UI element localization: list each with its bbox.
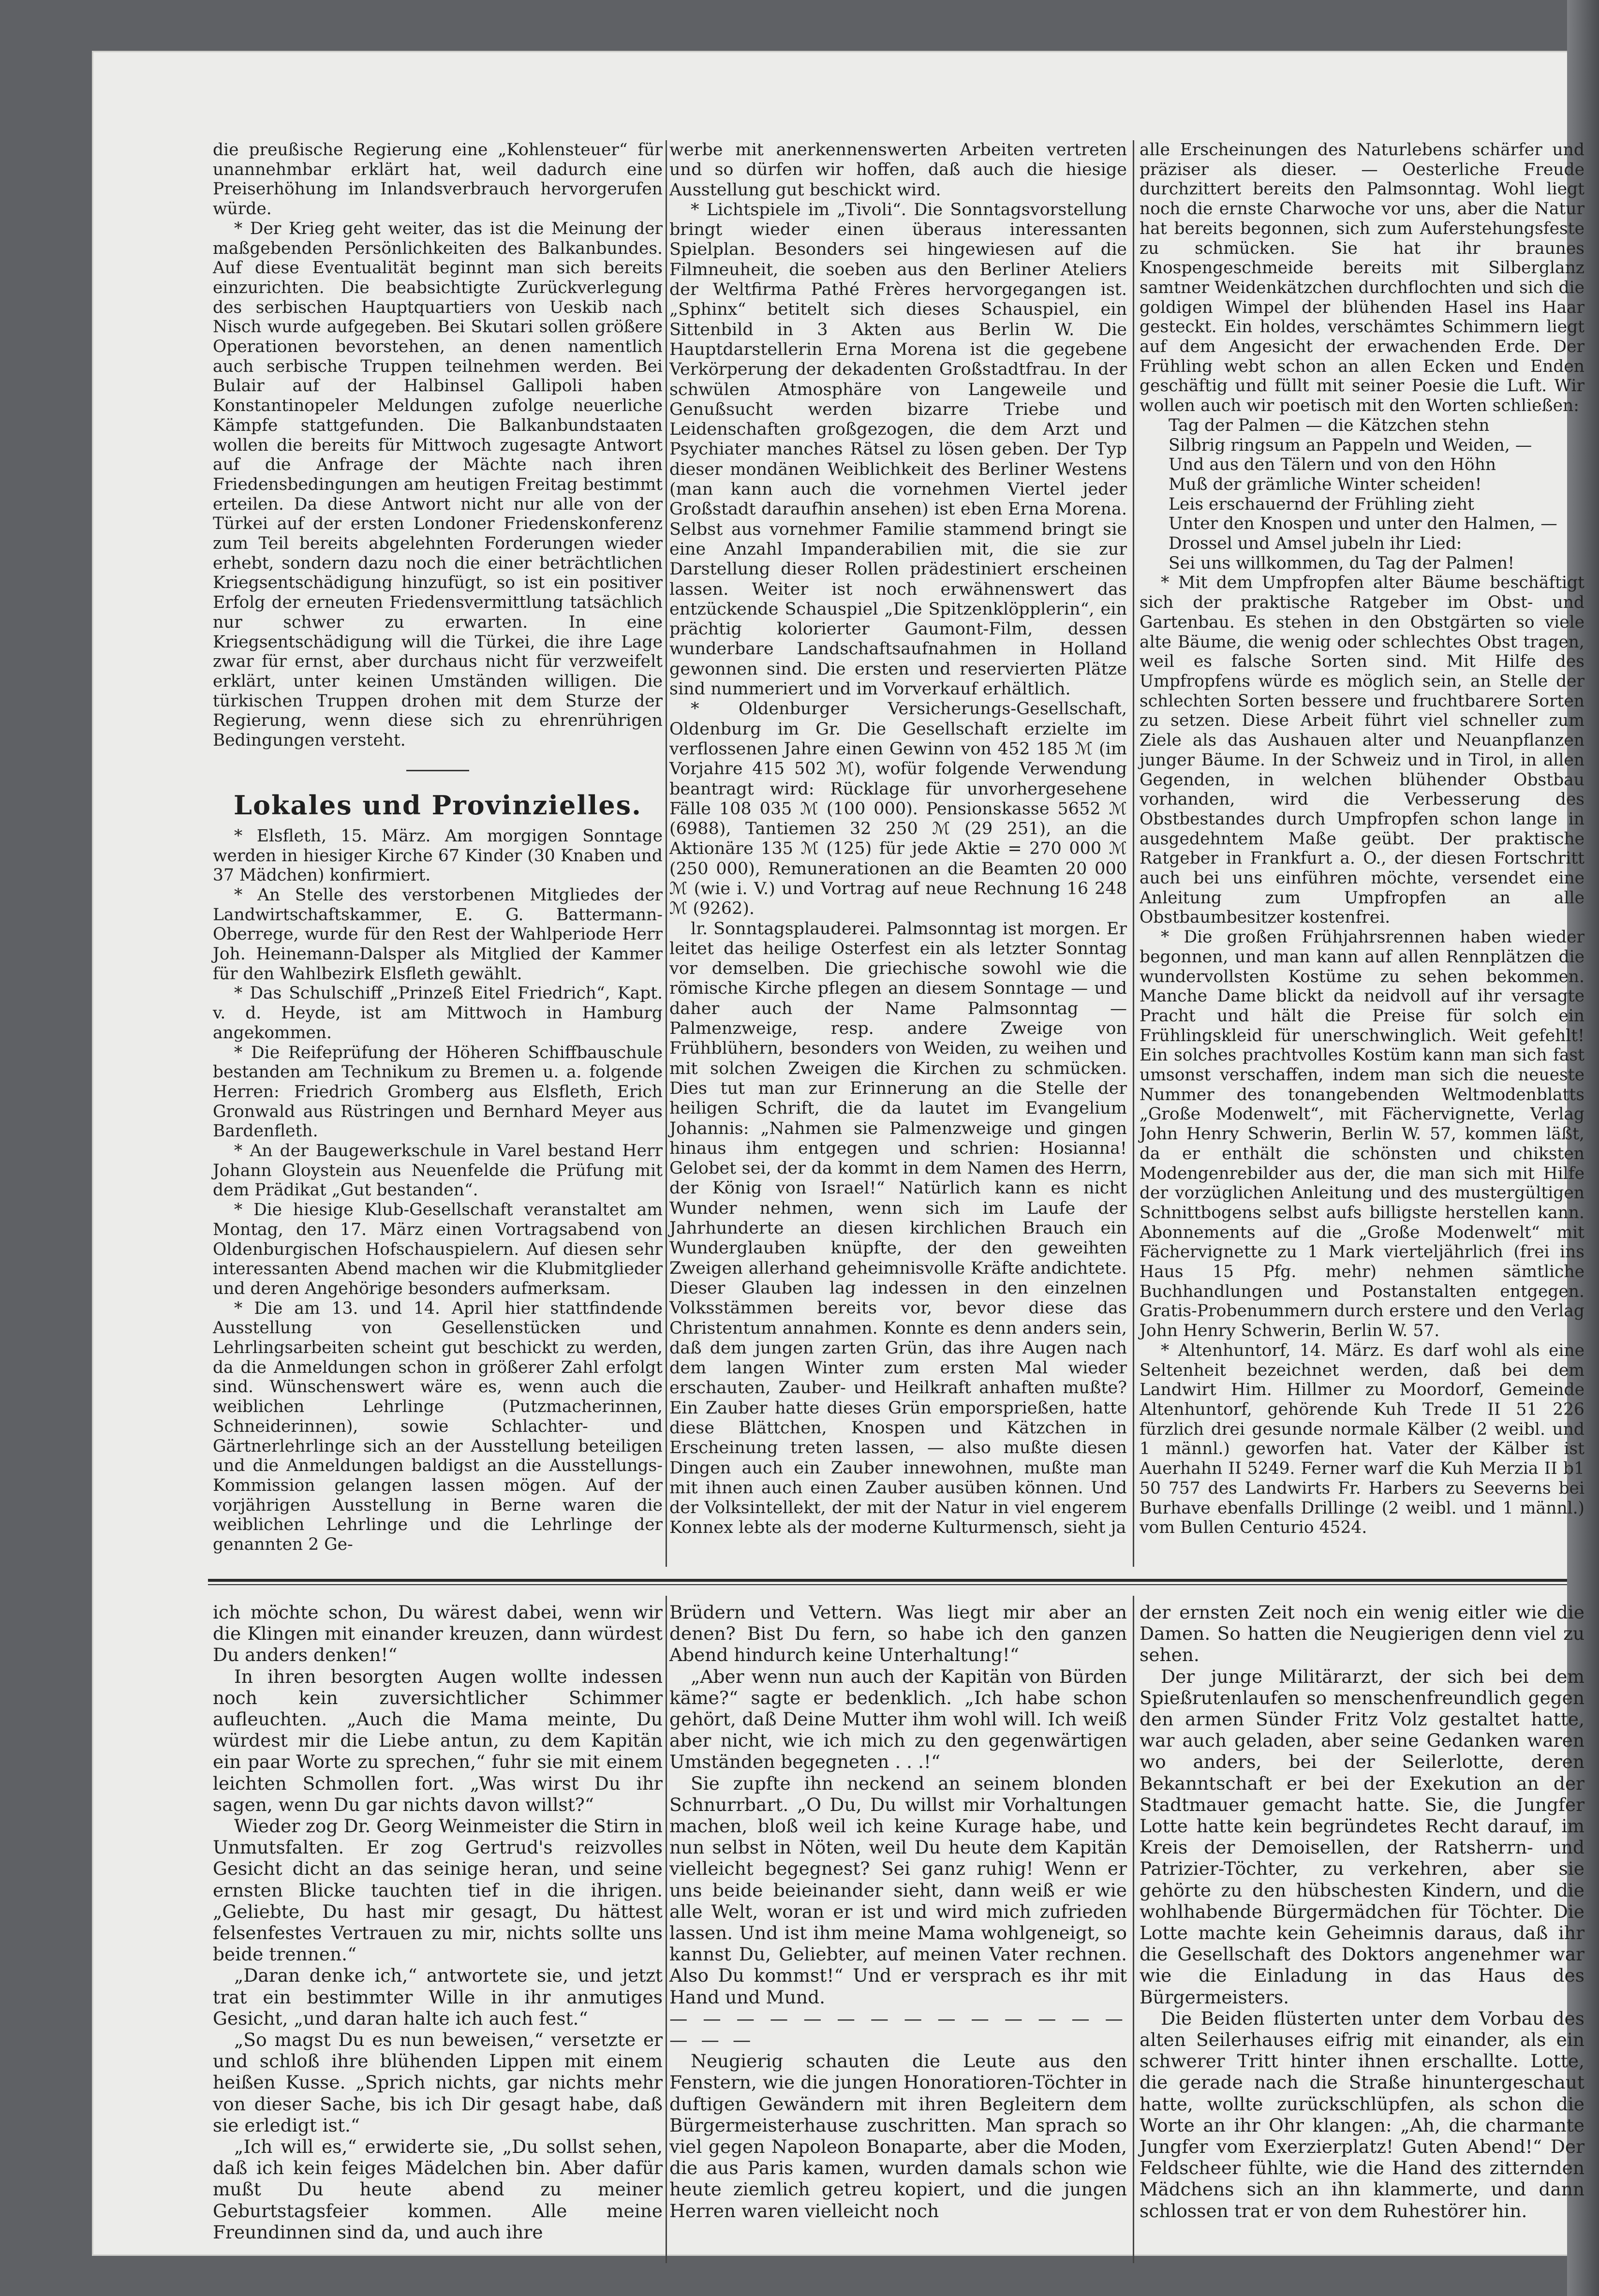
serial-column-2: [669, 1602, 1127, 2222]
column-rule: [1133, 140, 1134, 1567]
paragraph: * Mit dem Umpfropfen alter Bäume beschäftigt sich der praktische Ratgeber im Obst- und Gartenbau. Es stehen in den Obstgärten so viele alte Bäume, die wenig oder schlechtes Obst tragen, weil es falsche Sorten sind. Mit Hilfe des Umpfropfens würde es möglich sein, an Stelle der schlechten Sorten bessere und fruchtbarere Sorten zu setzen. Diese Arbeit führt viel schneller zum Ziele als das Aushauen alter und Neuanpflanzen junger Bäume. In der Schweiz und in Tirol, in allen Gegenden, in welchen blühender Obstbau vorhanden, wird die Verbesserung des Obstbestandes durch Umpfropfen schon lange in ausgedehntem Maße geübt. Der praktische Ratgeber in Frankfurt a. O., der diesen Fortschritt auch bei uns einführen möchte, versendet eine Anleitung zum Umpfropfen an alle Obstbaumbesitzer kostenfrei.: [1140, 573, 1584, 927]
paragraph: „So magst Du es nun beweisen,“ versetzte er und schloß ihre blühenden Lippen mit einem heißen Kusse. „Sprich nichts, gar nichts mehr von dieser Sache, bis ich Dir gesagt habe, daß sie erledigt ist.“: [213, 2029, 663, 2136]
paragraph: „Daran denke ich,“ antwortete sie, und jetzt trat ein bestimmter Wille in ihr anmutiges Gesicht, „und daran halte ich auch fest.“: [213, 1965, 663, 2029]
paragraph: * Die am 13. und 14. April hier stattfindende Ausstellung von Gesellenstücken und Lehrlingsarbeiten scheint gut beschickt zu werden, da die Anmeldungen schon in größerer Zahl erfolgt sind. Wünschenswert wäre es, wenn auch die weiblichen Lehrlinge (Putzmacherinnen, Schneiderinnen), sowie Schlachter- und Gärtnerlehrlinge sich an der Ausstellung beteiligen und die Anmeldungen baldigst an die Ausstellungs-Kommission gelangen lassen mögen. Auf der vorjährigen Ausstellung in Berne waren die weiblichen Lehrlinge und die Lehrlinge der genannten 2 Ge-: [213, 1298, 663, 1555]
paragraph: alle Erscheinungen des Naturlebens schärfer und präziser als dieser. — Oesterliche Freude durchzittert bereits den Palmsonntag. Wohl liegt noch die ernste Charwoche vor uns, aber die Natur hat bereits begonnen, sich zum Auferstehungsfeste zu schmücken. Sie hat ihr braunes Knospengeschmeide bereits mit Silberglanz samtner Weidenkätzchen durchflochten und sich die goldigen Wimpel der blühenden Hasel ins Haar gesteckt. Ein holdes, verschämtes Schimmern liegt auf dem Angesicht der erwachenden Erde. Der Frühling webt schon an allen Ecken und Enden geschäftig und füllt mit seiner Poesie die Luft. Wir wollen auch wir poetisch mit den Worten schließen:: [1140, 140, 1584, 416]
serial-column-3: [1140, 1602, 1584, 2222]
paragraph: werbe mit anerkennenswerten Arbeiten vertreten und so dürfen wir hoffen, daß auch die hiesige Ausstellung gut beschickt wird.: [669, 140, 1127, 200]
column-rule: [1133, 1596, 1134, 2263]
paragraph: * Die Reifeprüfung der Höheren Schiffbauschule bestanden am Technikum zu Bremen u. a. folgende Herren: Friedrich Gromberg aus Elsfleth, Erich Gronwald aus Rüstringen und Bernhard Meyer aus Bardenfleth.: [213, 1043, 663, 1141]
paragraph: * An der Baugewerkschule in Varel bestand Herr Johann Gloystein aus Neuenfelde die Prüfung mit dem Prädikat „Gut bestanden“.: [213, 1141, 663, 1200]
poem-line: Tag der Palmen — die Kätzchen stehn: [1169, 415, 1490, 435]
paragraph: * An Stelle des verstorbenen Mitgliedes der Landwirtschaftskammer, E. G. Battermann-Oberrege, wurde für den Rest der Wahlperiode Herr Joh. Heinemann-Dalsper als Mitglied der Kammer für den Wahlbezirk Elsfleth gewählt.: [213, 885, 663, 984]
section-divider: [406, 770, 469, 771]
column-rule: [666, 140, 667, 1567]
paragraph: Brüdern und Vettern. Was liegt mir aber an denen? Bist Du fern, so habe ich den ganzen Abend hindurch keine Unterhaltung!“: [669, 1602, 1127, 1666]
paragraph: Wieder zog Dr. Georg Weinmeister die Stirn in Unmutsfalten. Er zog Gertrud's reizvolles Gesicht dicht an das seinige heran, und seine ernsten Blicke tauchten tief in die ihrigen. „Geliebte, Du hast mir gesagt, Du hättest felsenfestes Vertrauen zu mir, nichts sollte uns beide trennen.“: [213, 1815, 663, 1965]
serial-column-1: [213, 1602, 663, 2243]
column-3: [1140, 140, 1584, 1538]
poem-line: Silbrig ringsum an Pappeln und Weiden, —: [1169, 435, 1532, 455]
column-rule: [666, 1596, 667, 2263]
paragraph: Sie zupfte ihn neckend an seinem blonden Schnurrbart. „O Du, Du willst mir Vorhaltungen machen, bloß weil ich keine Kurage habe, und nun selbst in Nöten, weil Du heute dem Kapitän vielleicht begegnest? Sei ganz ruhig! Wenn er uns beide beieinander sieht, dann weiß er wie alle Welt, woran er ist und wird mich zufrieden lassen. Und ist ihm meine Mama wohlgeneigt, so kannst Du, Geliebter, auf meinen Vater rechnen. Also Du kommst!“ Und er versprach es ihr mit Hand und Mund.: [669, 1772, 1127, 2008]
paragraph: * Das Schulschiff „Prinzeß Eitel Friedrich“, Kapt. v. d. Heyde, ist am Mittwoch in Hamburg angekommen.: [213, 984, 663, 1043]
paragraph: „Aber wenn nun auch der Kapitän von Bürden käme?“ sagte er bedenklich. „Ich habe schon gehört, daß Deine Mutter ihm wohl will. Ich weiß aber nicht, wie ich mich zu den gegenwärtigen Umständen begegneten . . .!“: [669, 1665, 1127, 1773]
paragraph: die preußische Regierung eine „Kohlensteuer“ für unannehmbar erklärt hat, weil dadurch eine Preiserhöhung im Inlandsverbrauch hervorgerufen würde.: [213, 140, 663, 219]
paragraph: * Lichtspiele im „Tivoli“. Die Sonntagsvorstellung bringt wieder einen überaus interessanten Spielplan. Besonders sei hingewiesen auf die Filmneuheit, die soeben aus den Berliner Ateliers der Weltfirma Pathé Frères hervorgegangen ist. „Sphinx“ betitelt sich dieses Schauspiel, ein Sittenbild in 3 Akten aus Berlin W. Die Hauptdarstellerin Erna Morena ist die gegebene Verkörperung der dekadenten Großstadtfrau. In der schwülen Atmosphäre von Langeweile und Genußsucht werden bizarre Triebe und Leidenschaften großgezogen, die dem Arzt und Psychiater manches Rätsel zu lösen geben. Der Typ dieser mondänen Weiblichkeit des Berliner Westens (man kann auch die vornehmen Viertel jeder Großstadt daraufhin ansehen) ist eben Erna Morena. Selbst aus vornehmer Familie stammend bringt sie eine Anzahl Impanderabilien mit, die sie zur Darstellung dieser Rollen prädestiniert erscheinen lassen. Weiter ist noch erwähnenswert das entzückende Schauspiel „Die Spitzenklöpplerin“, ein prächtig kolorierter Gaumont-Film, dessen wunderbare Landschaftsaufnahmen in Holland gewonnen sind. Die ersten und reservierten Plätze sind nummeriert und im Vorverkauf erhältlich.: [669, 200, 1127, 699]
feuilleton-separator: [208, 1579, 1567, 1582]
column-2: [669, 140, 1127, 1538]
paragraph: * Der Krieg geht weiter, das ist die Meinung der maßgebenden Persönlichkeiten des Balkanbundes. Auf diese Eventualität beginnt man sich bereits einzurichten. Die beabsichtigte Zurückverlegung des serbischen Hauptquartiers von Ueskib nach Nisch wurde aufgegeben. Bei Skutari sollen größere Operationen bevorstehen, an denen namentlich auch serbische Truppen teilnehmen werden. Bei Bulair auf der Halbinsel Gallipoli haben Konstantinopeler Meldungen zufolge neuerliche Kämpfe stattgefunden. Die Balkanbundstaaten wollen die bereits für Mittwoch zugesagte Antwort auf die Anfrage der Mächte nach ihren Friedensbedingungen am heutigen Freitag bestimmt erteilen. Da diese Antwort nicht nur alle von der Türkei auf der ersten Londoner Friedenskonferenz zum Teil bereits abgelehnten Forderungen wieder erhebt, sondern dazu noch die einer beträchtlichen Kriegsentschädigung hinzufügt, so ist ein positiver Erfolg der erneuten Friedensvermittlung tatsächlich nur schwer zu erwarten. In eine Kriegsentschädigung will die Türkei, die ihre Lage zwar für ernst, aber durchaus nicht für verzweifelt erklärt, unter keinen Umständen willigen. Die türkischen Truppen drohen mit dem Sturze der Regierung, wenn diese sich zu ehrenrührigen Bedingungen versteht.: [213, 219, 663, 751]
poem-line: Drossel und Amsel jubeln ihr Lied:: [1169, 534, 1462, 554]
paragraph: * Elsfleth, 15. März. Am morgigen Sonntage werden in hiesiger Kirche 67 Kinder (30 Knaben und 37 Mädchen) konfirmiert.: [213, 826, 663, 885]
feuilleton-separator: [208, 1584, 1567, 1585]
column-1: [213, 140, 663, 1555]
paragraph: * Oldenburger Versicherungs-Gesellschaft, Oldenburg im Gr. Die Gesellschaft erzielte im verflossenen Jahre einen Gewinn von 452 185 ℳ (im Vorjahre 415 502 ℳ), wofür folgende Verwendung beantragt wird: Rücklage für unvorhergesehene Fälle 108 035 ℳ (100 000). Pensionskasse 5652 ℳ (6988), Tantiemen 32 250 ℳ (29 251), an die Aktionäre 135 ℳ (125) für jede Aktie = 270 000 ℳ (250 000), Remunerationen an die Beamten 20 000 ℳ (wie i. V.) und Vortrag auf neue Rechnung 16 248 ℳ (9262).: [669, 699, 1127, 919]
paragraph: lr. Sonntagsplauderei. Palmsonntag ist morgen. Er leitet das heilige Osterfest ein als letzter Sonntag vor demselben. Die griechische sowohl wie die römische Kirche pflegen an diesem Sonntage — und daher auch der Name Palmsonntag — Palmenzweige, resp. andere Zweige von Frühblühern, besonders von Weiden, zu weihen und mit solchen Zweigen die Kirchen zu schmücken. Dies tut man zur Erinnerung an die Stelle der heiligen Schrift, die da lautet im Evangelium Johannis: „Nahmen sie Palmenzweige und gingen hinaus ihm entgegen und schrien: Hosianna! Gelobet sei, der da kommt in dem Namen des Herrn, der König von Israel!“ Natürlich kann es nicht Wunder nehmen, wenn sich im Laufe der Jahrhunderte an diesen kirchlichen Brauch ein Wunderglauben knüpfte, der den geweihten Zweigen allerhand geheimnisvolle Kräfte andichtete. Dieser Glauben lag indessen in den einzelnen Volksstämmen bereits vor, bevor diese das Christentum annahmen. Konnte es denn anders sein, daß dem jungen zarten Grün, das ihre Augen nach dem langen Winter zum ersten Mal wieder erschauten, Zauber- und Heilkraft anhaften mußte? Ein Zauber hatte dieses Grün emporsprießen, hatte diese Blättchen, Knospen und Kätzchen in Erscheinung treten lassen, — also mußte diesen Dingen auch ein Zauber innewohnen, mußte man mit ihnen auch einen Zauber ausüben können. Und der Volksintellekt, der mit der Natur in viel engerem Konnex lebte als der moderne Kulturmensch, sieht ja: [669, 919, 1127, 1538]
poem-line: Muß der grämliche Winter scheiden!: [1169, 474, 1482, 494]
scene-break: — — — — — — — — — — — — — — — — —: [669, 2007, 1127, 2051]
poem-line: Leis erschauernd der Frühling zieht: [1169, 494, 1475, 514]
paragraph: „Ich will es,“ erwiderte sie, „Du sollst sehen, daß ich kein feiges Mädelchen bin. Aber dafür mußt Du heute abend zu meiner Geburtstagsfeier kommen. Alle meine Freundinnen sind da, und auch ihre: [213, 2136, 663, 2243]
poem-line: Sei uns willkommen, du Tag der Palmen!: [1169, 553, 1515, 573]
paragraph: der ernsten Zeit noch ein wenig eitler wie die Damen. So hatten die Neugierigen denn viel zu sehen.: [1140, 1602, 1584, 1666]
paragraph: In ihren besorgten Augen wollte indessen noch kein zuversichtlicher Schimmer aufleuchten. „Auch die Mama meinte, Du würdest mir die Liebe antun, zu dem Kapitän ein paar Worte zu sprechen,“ fuhr sie mit einem leichten Schmollen fort. „Was wirst Du ihr sagen, wenn Du gar nichts davon willst?“: [213, 1665, 663, 1815]
paragraph: * Die großen Frühjahrsrennen haben wieder begonnen, und man kann auf allen Rennplätzen die wundervollsten Kostüme zu sehen bekommen. Manche Dame blickt da neidvoll auf ihr versagte Pracht und hält die Preise für solch ein Frühlingskleid für unerschwinglich. Weit gefehlt! Ein solches prachtvolles Kostüm kann man sich fast umsonst verschaffen, indem man sich die neueste Nummer des tonangebenden Weltmodenblatts „Große Modenwelt“, mit Fächervignette, Verlag John Henry Schwerin, Berlin W. 57, kommen läßt, da er enthält die schönsten und chiksten Modengenrebilder aus der, die man sich mit Hilfe der vorzüglichen Anleitung und des mustergültigen Schnittbogens selbst aufs billigste herstellen kann. Abonnements auf die „Große Modenwelt“ mit Fächervignette zu 1 Mark vierteljährlich (frei ins Haus 15 Pfg. mehr) nehmen sämtliche Buchhandlungen und Postanstalten entgegen. Gratis-Probenummern durch erstere und den Verlag John Henry Schwerin, Berlin W. 57.: [1140, 927, 1584, 1341]
paragraph: * Altenhuntorf, 14. März. Es darf wohl als eine Seltenheit bezeichnet werden, daß bei dem Landwirt Him. Hillmer zu Moordorf, Gemeinde Altenhuntorf, gehörende Kuh Trede II 51 226 fürzlich drei gesunde normale Kälber (2 weibl. und 1 männl.) geworfen hat. Vater der Kälber ist Auerhahn II 5249. Ferner warf die Kuh Merzia II b1 50 757 des Landwirts Fr. Harbers zu Seeverns bei Burhave ebenfalls Drillinge (2 weibl. und 1 männl.) vom Bullen Centurio 4524.: [1140, 1340, 1584, 1538]
paragraph: Der junge Militärarzt, der sich bei dem Spießrutenlaufen so menschenfreundlich gegen den armen Sünder Fritz Volz gestaltet hatte, war auch geladen, aber seine Gedanken waren wo anders, bei der Seilerlotte, deren Bekanntschaft er bei der Exekution an der Stadtmauer gemacht hatte. Sie, die Jungfer Lotte hatte kein begründetes Recht darauf, im Kreis der Demoisellen, der Ratsherrn- und Patrizier-Töchter, zu verkehren, aber sie gehörte zu den hübschesten Kindern, und die wohlhabende Bürgermädchen für Töchter. Die Lotte machte kein Geheimnis daraus, daß ihr die Gesellschaft des Doktors angenehmer war wie die Einladung in das Haus des Bürgermeisters.: [1140, 1665, 1584, 2008]
paragraph: ich möchte schon, Du wärest dabei, wenn wir die Klingen mit einander kreuzen, dann würdest Du anders denken!“: [213, 1602, 663, 1666]
poem-line: Unter den Knospen und unter den Halmen, —: [1169, 514, 1557, 534]
paragraph: * Die hiesige Klub-Gesellschaft veranstaltet am Montag, den 17. März einen Vortragsabend von Oldenburgischen Hofschauspielern. Auf diesen sehr interessanten Abend machen wir die Klubmitglieder und deren Angehörige besonders aufmerksam.: [213, 1200, 663, 1298]
poem-line: Und aus den Tälern und von den Höhn: [1169, 455, 1496, 475]
paragraph: Neugierig schauten die Leute aus den Fenstern, wie die jungen Honoratioren-Töchter in duftigen Gewändern mit ihren Begleitern dem Bürgermeisterhause zuschritten. Man sprach so viel gegen Napoleon Bonaparte, aber die Moden, die aus Paris kamen, wurden damals schon wie heute ziemlich getreu kopiert, und die jungen Herren waren vielleicht noch: [669, 2050, 1127, 2222]
poem: [1140, 416, 1584, 574]
paragraph: Die Beiden flüsterten unter dem Vorbau des alten Seilerhauses eifrig mit einander, als ein schwerer Tritt hinter ihnen erschallte. Lotte, die gerade nach die Straße hinuntergeschaut hatte, wollte zurückschlüpfen, als schon die Worte an ihr Ohr klangen: „Ah, die charmante Jungfer vom Exerzierplatz! Guten Abend!“ Der Feldscheer fühlte, wie die Hand des zitternden Mädchens sich an ihn klammerte, und dann schlossen trat er von dem Ruhestörer hin.: [1140, 2007, 1584, 2222]
section-heading: Lokales und Provinzielles.: [234, 789, 642, 821]
